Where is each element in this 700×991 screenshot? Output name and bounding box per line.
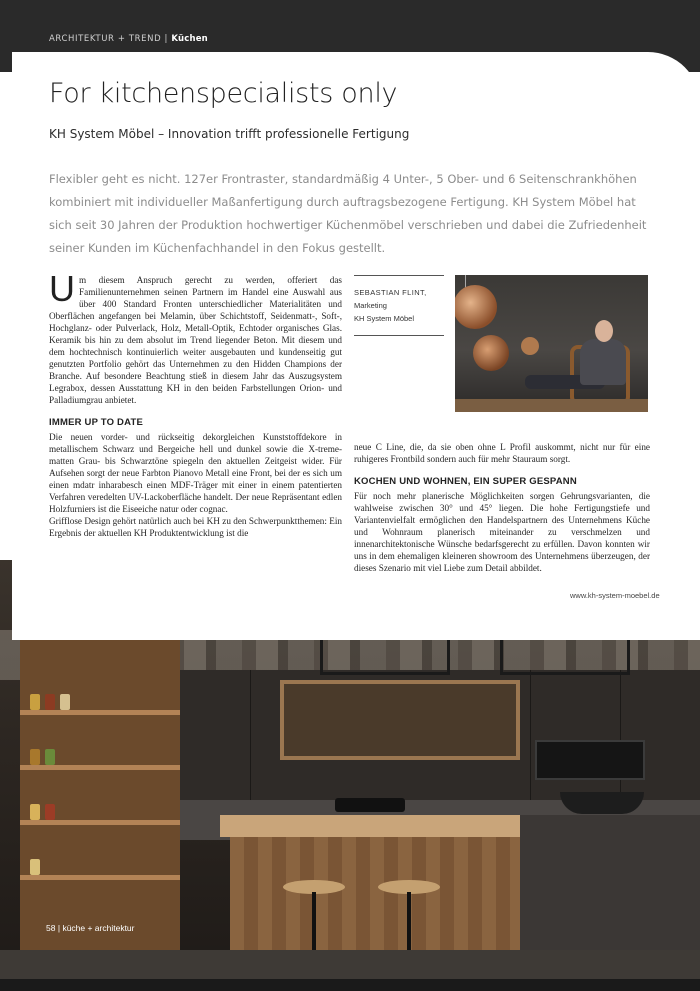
jar [30, 859, 40, 875]
bowl [560, 792, 644, 814]
article-lead: Flexibler geht es nicht. 127er Frontraster, standardmäßig 4 Unter-, 5 Ober- und 6 Seitenschrankhöhen kombiniert mit individueller Maßanfertigung durch auftragsbezogene Fertigung. KH System Möbel hat sich seit 30 Jahren der Produktion hochwertiger Küchenmöbel verschrieben und dabei die Zufriedenheit seiner Kunden im Küchenfachhandel in den Fokus gestellt. [49, 172, 647, 255]
right-column [354, 441, 650, 574]
sink [335, 798, 405, 812]
jar [45, 749, 55, 765]
shelf-board [20, 710, 180, 715]
portrait-photo [455, 275, 648, 412]
wood-niche [280, 680, 520, 760]
breadcrumb-separator: | [164, 34, 169, 44]
article-title: For kitchenspecialists only [49, 78, 398, 109]
bottom-bar [0, 979, 700, 991]
section1-paragraph: Die neuen vorder- und rückseitig dekorgleichen Kunststoffdekore in metallischem Schwarz und Bergeiche hell und dunkel sowie die X-treme-matten Grau- bis Schwarztöne spiegeln den aktuellen Zeitgeist wider. Für Aufsehen sorgt der neue Farbton Pianovo Metall eine Front, bei der es sich um einen mdatr inharabesch einen MDF-Träger mit einer in einem patentierten Verfahren veredelten UV-Lackoberfläche handelt. Der neue Repräsentant edlen Holzfurniers ist die Eiseeiche natur oder cognac. [49, 432, 342, 514]
person-body [580, 339, 626, 385]
c-line-paragraph: neue C Line, die, da sie oben ohne L Profil auskommt, nicht nur für eine ruhigeres Frontbild sondern auch für mehr Stauraum sorgt. [354, 442, 650, 464]
footer-separator: | [57, 923, 61, 933]
jar [45, 804, 55, 820]
shelf-board [20, 765, 180, 770]
copper-lamp [455, 285, 497, 329]
sideboard [455, 399, 648, 412]
caption-role: Marketing [354, 301, 387, 310]
jar [30, 749, 40, 765]
person-head [595, 320, 613, 342]
website-url[interactable]: www.kh-system-moebel.de [570, 591, 660, 600]
breadcrumb-topic: Küchen [171, 34, 208, 44]
jar [45, 694, 55, 710]
section-heading-kochen-wohnen: KOCHEN UND WOHNEN, EIN SUPER GESPANN [354, 476, 577, 487]
page-footer [46, 923, 135, 933]
caption-name: SEBASTIAN FLINT, [354, 288, 427, 297]
intro-paragraph: m diesem Anspruch gerecht zu werden, offeriert das Familienunternehmen seinen Partnern im Handel eine Auswahl aus über 400 Standard Fronten unterschiedlicher Materialitäten und Oberflächen angefangen bei Melamin, über Schichtstoff, Seidenmatt-, Soft-, Hochglanz- oder Pulverlack, Holz, Metall-Optik, Echtoder organisches Glas. Keramik bis hin zu dem absolut im Trend liegender Beton. Mit diesem und dem hochtechnisch kontinuierlich weiter ausgebauten und kundenseitig gut genutzten Portfolio gehört das Unternehmen zu den Hidden Champions der Branche. Auf besondere Beachtung stieß in diesem Jahr das Auszugsystem Legrabox, dessen Ausstattung KH in den beiden Farbstellungen Orion- und Palladiumgrau anbietet. [49, 275, 342, 405]
portrait-caption [354, 275, 444, 336]
jar [30, 804, 40, 820]
page-number: 58 [46, 923, 56, 933]
left-column [49, 268, 342, 539]
section2-paragraph: Für noch mehr planerische Möglichkeiten sorgen Gehrungsvarianten, die wahlweise zwischen 30° und 45° liegen. Die hohe Fertigungstiefe und Variantenvielfalt ermöglichen den Handelspartnern des Unternehmens Küche und Wohnraum planerisch miteinander zu verschmelzen und innenarchitektonische Wünsche bedarfsgerecht zu erfüllen. Davon konnten wir uns in dem ehemaligen kleineren showroom des Unternehmens überzeugen, der dieses Szenario mit viel Liebe zum Detail abbildet. [354, 491, 650, 573]
pendant-frame [320, 635, 450, 675]
caption-company: KH System Möbel [354, 314, 415, 323]
breadcrumb-section: ARCHITEKTUR + TREND [49, 34, 162, 44]
drop-cap: U [49, 268, 75, 309]
section1-paragraph-2: Grifflose Design gehört natürlich auch bei KH zu den Schwerpunktthemen: Ein Ergebnis der aktuellen KH Produktentwicklung ist die [49, 516, 342, 538]
section-heading-up-to-date: IMMER UP TO DATE [49, 417, 143, 428]
jar [60, 694, 70, 710]
pendant-frame [500, 635, 630, 675]
island-worktop [220, 815, 520, 837]
breadcrumb [49, 34, 208, 44]
oven [535, 740, 645, 780]
jar [30, 694, 40, 710]
shelf-board [20, 820, 180, 825]
article-subtitle: KH System Möbel – Innovation trifft professionelle Fertigung [49, 127, 410, 141]
shelf-board [20, 875, 180, 880]
pantry-shelving [20, 640, 180, 991]
copper-lamp [473, 335, 509, 371]
magazine-name: küche + architektur [62, 923, 135, 933]
copper-lamp [521, 337, 539, 355]
